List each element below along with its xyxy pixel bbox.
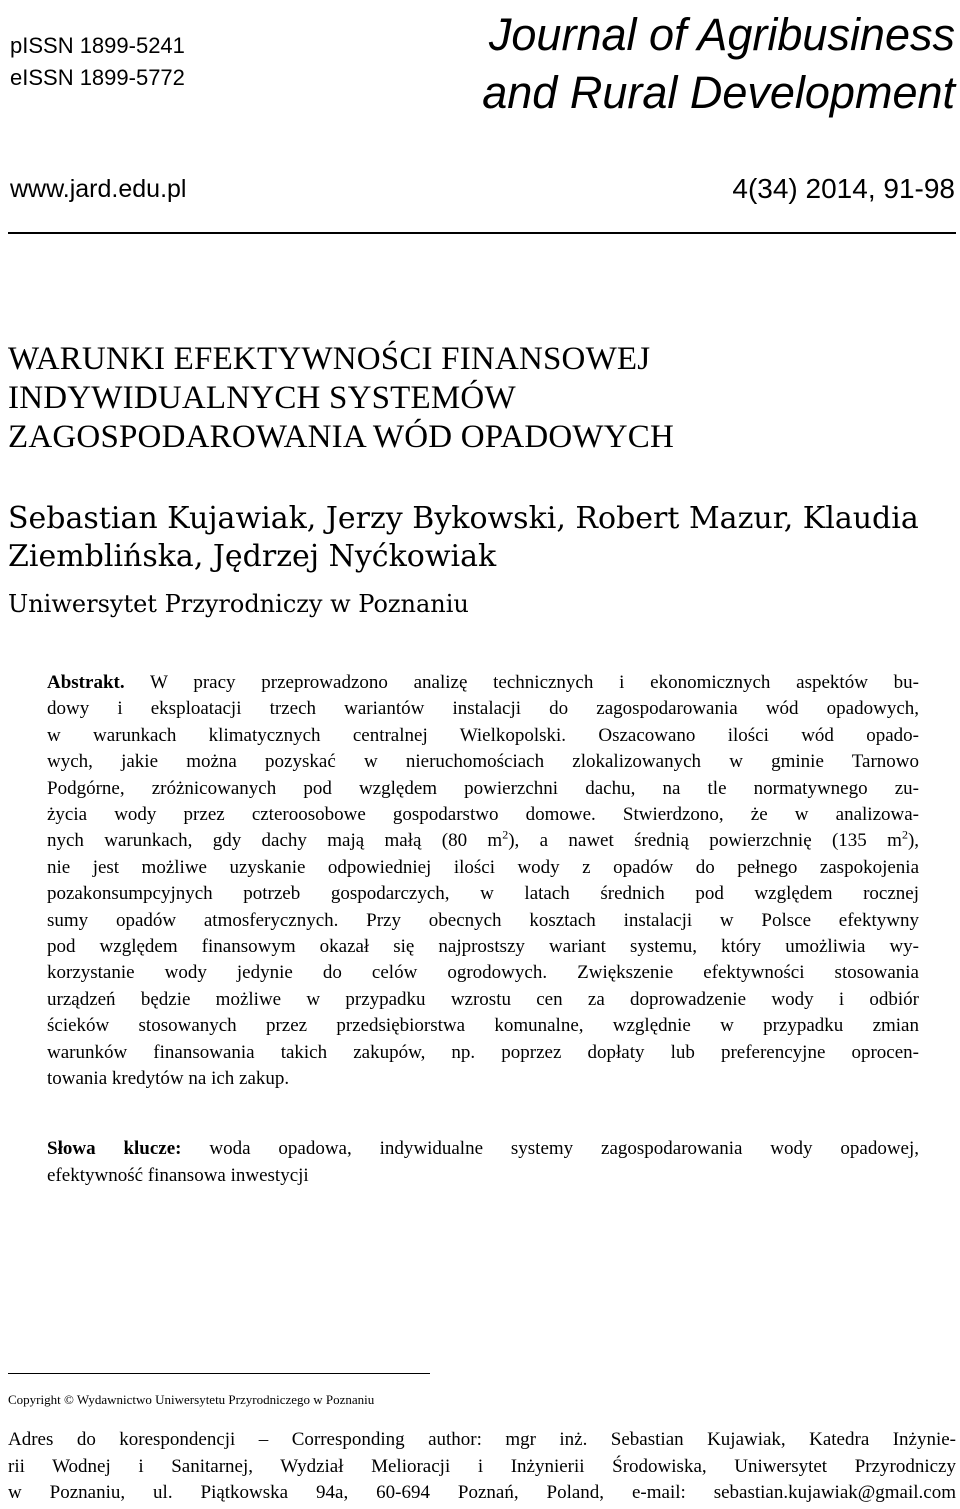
footer-divider (8, 1373, 430, 1374)
journal-title-line2: and Rural Development (482, 67, 955, 118)
pissn: pISSN 1899-5241 (10, 33, 185, 58)
issn-block (10, 30, 185, 94)
correspondence-line: Adres do korespondencji – Corresponding author: mgr inż. Sebastian Kujawiak, Katedra Inżynie- (8, 1429, 956, 1450)
abstract-line: korzystanie wody jedynie do celów ogrodowych. Zwiększenie efektywności stosowania (47, 962, 919, 984)
abstract-line: urządzeń będzie możliwe w przypadku wzrostu cen za doprowadzenie wody i odbiór (47, 988, 919, 1010)
superscript: 2 (901, 828, 908, 843)
correspondence-line: rii Wodnej i Sanitarnej, Wydział Melioracji i Inżynierii Środowiska, Uniwersytet Przyrodniczy (8, 1455, 956, 1477)
article-title-line1: WARUNKI EFEKTYWNOŚCI FINANSOWEJ (8, 341, 651, 377)
article-title-line3: ZAGOSPODAROWANIA WÓD OPADOWYCH (8, 419, 675, 455)
eissn: eISSN 1899-5772 (10, 65, 185, 90)
keywords-line: efektywność finansowa inwestycji (47, 1164, 309, 1186)
author-list-line1: Sebastian Kujawiak, Jerzy Bykowski, Robert Mazur, Klaudia (8, 501, 919, 536)
correspondence-address (8, 1427, 956, 1507)
abstract-line: życia wody przez czteroosobowe gospodarstwo domowe. Stwierdzono, że w analizowa- (47, 804, 919, 826)
author-list (8, 500, 948, 576)
correspondence-line: w Poznaniu, ul. Piątkowska 94a, 60-694 Poznań, Poland, e-mail: sebastian.kujawiak@gmail.com (8, 1482, 956, 1503)
abstract-label: Abstrakt. (47, 672, 125, 693)
keywords-line: Słowa klucze: woda opadowa, indywidualne systemy zagospodarowania wody opadowej, (47, 1138, 920, 1159)
keywords-label: Słowa klucze: (47, 1138, 182, 1159)
abstract-line: pozakonsumpcyjnych potrzeb gospodarczych, w latach średnich pod względem rocznej (47, 883, 919, 905)
journal-website-link[interactable]: www.jard.edu.pl (10, 175, 187, 203)
affiliation: Uniwersytet Przyrodniczy w Poznaniu (8, 590, 469, 618)
journal-title (482, 6, 955, 122)
header-divider (8, 232, 956, 234)
abstract-line: Abstrakt. W pracy przeprowadzono analizę technicznych i ekonomicznych aspektów bu- (47, 672, 919, 693)
copyright-notice: Copyright © Wydawnictwo Uniwersytetu Przyrodniczego w Poznaniu (8, 1392, 375, 1407)
abstract-line: wych, jakie można pozyskać w nieruchomościach zlokalizowanych w gminie Tarnowo (47, 751, 919, 773)
abstract-line: nych warunkach, gdy dachy mają małą (80 $m^2$), a nawet średnią powierzchnię (135 $m^2$), (47, 828, 920, 852)
abstract-line: warunków finansowania takich zakupów, np. poprzez dopłaty lub preferencyjne oprocen- (47, 1041, 919, 1063)
issue-info: 4(34) 2014, 91-98 (732, 173, 955, 204)
abstract-line: pod względem finansowym okazał się najprostszy wariant systemu, który umożliwia wy- (47, 936, 919, 958)
abstract-line: w warunkach klimatycznych centralnej Wielkopolski. Oszacowano ilości wód opado- (47, 724, 919, 746)
article-title (8, 340, 948, 457)
article-title-line2: INDYWIDUALNYCH SYSTEMÓW (8, 380, 516, 416)
journal-title-line1: Journal of Agribusiness (488, 9, 955, 60)
keywords (47, 1136, 919, 1189)
abstract-line: ścieków stosowanych przez przedsiębiorstwa komunalne, względnie w przypadku zmian (47, 1015, 919, 1037)
abstract-line: towania kredytów na ich zakup. (47, 1068, 290, 1090)
author-list-line2: Ziemblińska, Jędrzej Nyćkowiak (8, 539, 497, 574)
abstract-line: sumy opadów atmosferycznych. Przy obecnych kosztach instalacji w Polsce efektywny (47, 909, 919, 931)
abstract (47, 670, 919, 1093)
superscript: 2 (502, 828, 509, 843)
abstract-line: Podgórne, zróżnicowanych pod względem powierzchni dachu, na tle normatywnego zu- (47, 777, 919, 799)
abstract-line: dowy i eksploatacji trzech wariantów instalacji do zagospodarowania wód opadowych, (47, 698, 919, 720)
abstract-line: nie jest możliwe uzyskanie odpowiedniej ilości wody z opadów do pełnego zaspokojenia (47, 856, 919, 878)
